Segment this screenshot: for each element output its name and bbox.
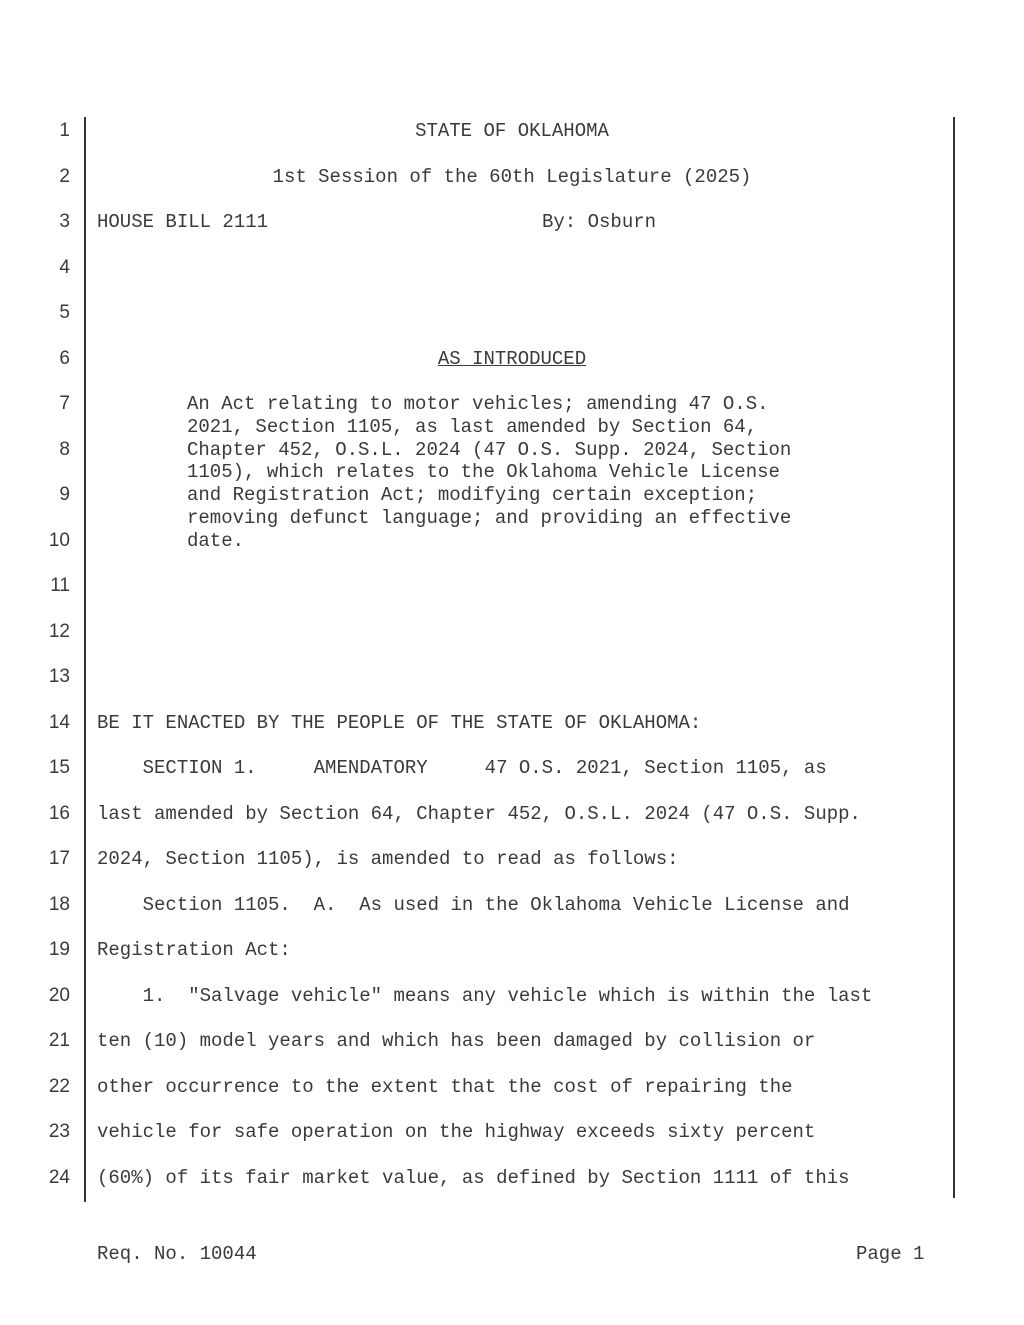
body-line: 1. "Salvage vehicle" means any vehicle which is within the last — [97, 985, 873, 1007]
line-number: 12 — [48, 621, 70, 642]
body-line: ten (10) model years and which has been damaged by collision or — [97, 1030, 816, 1052]
body-line: Section 1105. A. As used in the Oklahoma Vehicle License and — [97, 894, 850, 916]
line-number: 24 — [48, 1167, 70, 1188]
line-number: 13 — [48, 666, 70, 687]
body-line: SECTION 1. AMENDATORY 47 O.S. 2021, Section 1105, as — [97, 757, 827, 779]
enacting-clause: BE IT ENACTED BY THE PEOPLE OF THE STATE OF OKLAHOMA: — [97, 712, 702, 734]
right-margin-rule — [953, 117, 955, 1198]
bill-author: By: Osburn — [542, 211, 657, 233]
line-number: 19 — [48, 939, 70, 960]
body-line: 2024, Section 1105), is amended to read as follows: — [97, 848, 679, 870]
left-margin-rule — [84, 117, 86, 1202]
body-line: other occurrence to the extent that the cost of repairing the — [97, 1076, 793, 1098]
request-number: Req. No. 10044 — [97, 1243, 257, 1265]
line-number: 4 — [59, 257, 70, 278]
line-number: 17 — [48, 848, 70, 869]
bill-title: An Act relating to motor vehicles; amending 47 O.S. 2021, Section 1105, as last amended by Section 64, Chapter 452, O.S.L. 2024 (47 O.S. Supp. 2024, Section 1105), which relates to the Oklahoma Vehicle License and Registration Act; modifying certain exception; removing defunct language; and providing an effective date. — [187, 393, 792, 552]
line-number: 3 — [59, 211, 70, 232]
line-number: 16 — [48, 803, 70, 824]
line-number: 8 — [59, 439, 70, 460]
line-number: 2 — [59, 166, 70, 187]
line-number: 6 — [59, 348, 70, 369]
body-line: vehicle for safe operation on the highway exceeds sixty percent — [97, 1121, 816, 1143]
page-number: Page 1 — [856, 1243, 925, 1265]
body-line: last amended by Section 64, Chapter 452, O.S.L. 2024 (47 O.S. Supp. — [97, 803, 861, 825]
line-number: 21 — [48, 1030, 70, 1051]
line-number: 20 — [48, 985, 70, 1006]
line-number: 18 — [48, 894, 70, 915]
line-number: 11 — [50, 575, 70, 596]
line-number: 5 — [59, 302, 70, 323]
body-line: (60%) of its fair market value, as defined by Section 1111 of this — [97, 1167, 850, 1189]
line-number: 23 — [48, 1121, 70, 1142]
bill-number: HOUSE BILL 2111 — [97, 211, 269, 233]
line-number: 7 — [59, 393, 70, 414]
state-heading: STATE OF OKLAHOMA — [415, 120, 609, 142]
bill-status: AS INTRODUCED — [437, 348, 587, 370]
body-line: Registration Act: — [97, 939, 291, 961]
line-number: 1 — [59, 120, 70, 141]
line-number: 9 — [59, 484, 70, 505]
line-number: 10 — [48, 530, 70, 551]
line-number: 15 — [48, 757, 70, 778]
session-heading: 1st Session of the 60th Legislature (2025) — [272, 166, 752, 188]
line-number: 14 — [48, 712, 70, 733]
line-number: 22 — [48, 1076, 70, 1097]
